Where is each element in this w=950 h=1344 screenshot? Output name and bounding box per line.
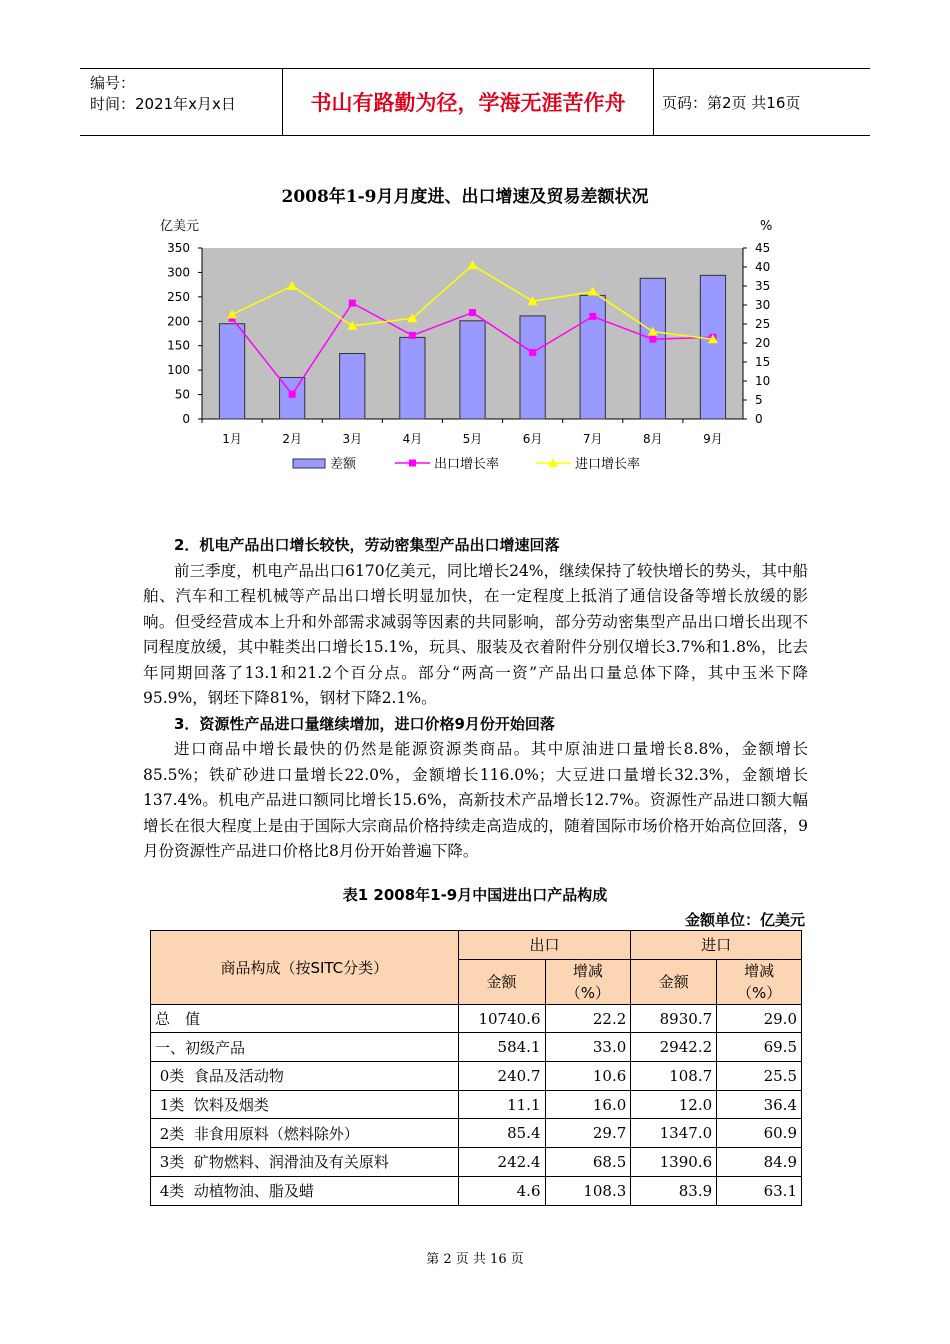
bar-chae <box>460 321 485 419</box>
y-right-tick-label: 25 <box>755 317 771 331</box>
import-amount: 83.9 <box>631 1176 717 1205</box>
export-change: 16.0 <box>545 1090 631 1119</box>
x-tick-label: 8月 <box>643 432 663 446</box>
import-change: 69.5 <box>717 1033 802 1062</box>
y-left-tick-label: 350 <box>167 241 190 255</box>
header-page-label: 页码：第2页 共16页 <box>662 93 801 112</box>
table-unit: 金额单位：亿美元 <box>684 911 805 929</box>
y-right-tick-label: 30 <box>755 298 771 312</box>
import-change: 29.0 <box>717 1004 802 1033</box>
chart-title: 2008年1-9月月度进、出口增速及贸易差额状况 <box>281 187 649 207</box>
row-name: 3类 矿物燃料、润滑油及有关原料 <box>151 1148 459 1177</box>
import-amount: 2942.2 <box>631 1033 717 1062</box>
export-amount: 11.1 <box>458 1090 545 1119</box>
bar-chae <box>219 324 244 419</box>
export-header: 出口 <box>458 931 631 960</box>
import-amount: 1347.0 <box>631 1119 717 1148</box>
y-right-tick-label: 35 <box>755 279 771 293</box>
export-change: 33.0 <box>545 1033 631 1062</box>
legend-label: 进口增长率 <box>575 457 641 472</box>
page-footer: 第 2 页 共 16 页 <box>426 1252 524 1267</box>
y-right-tick-label: 0 <box>755 412 763 426</box>
import-header: 进口 <box>631 931 802 960</box>
x-tick-label: 2月 <box>282 432 302 446</box>
legend-label: 差额 <box>330 457 357 472</box>
legend-swatch-bar <box>293 459 325 468</box>
col-group-header: 商品构成（按SITC分类） <box>151 931 459 1005</box>
section-2-heading: 2．机电产品出口增长较快，劳动密集型产品出口增速回落 <box>174 536 560 554</box>
export-amount: 4.6 <box>458 1176 545 1205</box>
section-3-paragraph: 进口商品中增长最快的仍然是能源资源类商品。其中原油进口量增长8.8%，金额增长85.5%；铁矿砂进口量增长22.0%，金额增长116.0%；大豆进口量增长32.3%，金额增长137.4%。机电产品进口额同比增长15.6%，高新技术产品增长12.7%。资源性产品进口额大幅增长在很大程度上是由于国际大宗商品价格持续走高造成的，随着国际市场价格开始高位回落，9月份资源性产品进口价格比8月份开始普遍下降。 <box>143 740 808 860</box>
section-3-heading: 3．资源性产品进口量继续增加，进口价格9月份开始回落 <box>174 714 555 733</box>
y-right-tick-label: 20 <box>755 336 771 350</box>
bar-chae <box>340 354 365 419</box>
export-growth-point <box>649 336 656 343</box>
y-right-tick-label: 40 <box>755 260 771 274</box>
number-label: 编号： <box>90 74 136 92</box>
export-amount: 240.7 <box>458 1062 545 1091</box>
y-right-tick-label: 45 <box>755 241 771 255</box>
export-growth-point <box>289 391 296 398</box>
table-row <box>151 1033 802 1062</box>
y-left-tick-label: 0 <box>182 412 190 426</box>
import-change: 63.1 <box>717 1176 802 1205</box>
export-amount: 584.1 <box>458 1033 545 1062</box>
bar-chae <box>640 278 665 419</box>
legend-marker-export <box>409 460 416 467</box>
export-amount: 242.4 <box>458 1148 545 1177</box>
import-amount: 108.7 <box>631 1062 717 1091</box>
export-growth-point <box>589 313 596 320</box>
import-change-header <box>717 959 802 1004</box>
y-left-tick-label: 150 <box>167 338 190 353</box>
y-left-tick-label: 250 <box>167 289 190 304</box>
export-growth-point <box>469 309 476 316</box>
y-left-tick-label: 50 <box>174 387 190 402</box>
import-change: 60.9 <box>717 1119 802 1148</box>
export-change: 29.7 <box>545 1119 631 1148</box>
chart-ylabel-left: 亿美元 <box>160 219 200 234</box>
export-growth-point <box>349 300 356 307</box>
export-growth-point <box>409 332 416 339</box>
row-name: 0类 食品及活动物 <box>151 1062 459 1091</box>
x-tick-label: 5月 <box>462 432 483 446</box>
y-right-tick-label: 15 <box>755 355 771 369</box>
change-label-line2: （%） <box>565 983 611 1002</box>
table-row <box>151 1148 802 1177</box>
product-table <box>150 930 802 1206</box>
section-2-paragraph: 前三季度，机电产品出口6170亿美元，同比增长24%，继续保持了较快增长的势头，其中船舶、汽车和工程机械等产品出口增长明显加快，在一定程度上抵消了通信设备等增长放缓的影响。但受经营成本上升和外部需求减弱等因素的共同影响，部分劳动密集型产品出口增长出现不同程度放缓，其中鞋类出口增长15.1%，玩具、服装及衣着附件分别仅增长3.7%和1.8%，比去年同期回落了13.1和21.2个百分点。部分“两高一资”产品出口量总体下降，其中玉米下降95.9%，钢坯下降81%，钢材下降2.1%。 <box>143 561 808 707</box>
section-body <box>143 533 808 865</box>
table-row <box>151 1119 802 1148</box>
export-amount: 85.4 <box>458 1119 545 1148</box>
table-row <box>151 1062 802 1091</box>
import-change: 25.5 <box>717 1062 802 1091</box>
table-row <box>151 1090 802 1119</box>
change-label-line1: 增减 <box>572 961 603 980</box>
header-slogan: 书山有路勤为径，学海无涯苦作舟 <box>282 69 654 135</box>
y-right-tick-label: 10 <box>755 374 771 388</box>
x-tick-label: 6月 <box>522 432 543 446</box>
export-change: 10.6 <box>545 1062 631 1091</box>
time-label: 时间：2021年x月x日 <box>90 95 236 113</box>
row-name: 4类 动植物油、脂及蜡 <box>151 1176 459 1205</box>
import-change: 84.9 <box>717 1148 802 1177</box>
row-name: 一、初级产品 <box>151 1033 459 1062</box>
table-row <box>151 1176 802 1205</box>
y-right-tick-label: 5 <box>755 393 763 407</box>
header-meta <box>80 69 282 135</box>
chart-ylabel-right: % <box>760 219 773 234</box>
import-change: 36.4 <box>717 1090 802 1119</box>
export-growth-point <box>529 349 536 356</box>
bar-chae <box>700 275 725 419</box>
row-name: 2类 非食用原料（燃料除外） <box>151 1119 459 1148</box>
export-amount: 10740.6 <box>458 1004 545 1033</box>
x-tick-label: 4月 <box>402 432 423 446</box>
x-tick-label: 3月 <box>342 432 363 446</box>
x-tick-label: 1月 <box>222 432 242 446</box>
change-label-line1: 增减 <box>744 961 775 980</box>
import-amount: 12.0 <box>631 1090 717 1119</box>
page-header <box>80 68 870 136</box>
export-change-header <box>545 959 631 1004</box>
legend-label: 出口增长率 <box>434 457 500 472</box>
import-amount: 8930.7 <box>631 1004 717 1033</box>
bar-chae <box>520 316 545 419</box>
y-left-tick-label: 100 <box>167 363 190 378</box>
table-caption: 表1 2008年1-9月中国进出口产品构成 <box>342 886 608 904</box>
export-change: 68.5 <box>545 1148 631 1177</box>
export-change: 22.2 <box>545 1004 631 1033</box>
y-left-tick-label: 200 <box>167 314 190 329</box>
trade-chart <box>150 170 800 490</box>
x-tick-label: 7月 <box>582 432 603 446</box>
bar-chae <box>400 337 425 419</box>
x-tick-label: 9月 <box>703 432 723 446</box>
import-amount-header: 金额 <box>631 959 717 1004</box>
y-left-tick-label: 300 <box>167 265 190 280</box>
export-change: 108.3 <box>545 1176 631 1205</box>
change-label-line2: （%） <box>736 983 782 1002</box>
row-name: 1类 饮料及烟类 <box>151 1090 459 1119</box>
table-row <box>151 1004 802 1033</box>
import-amount: 1390.6 <box>631 1148 717 1177</box>
export-amount-header: 金额 <box>458 959 545 1004</box>
row-name: 总 值 <box>151 1004 459 1033</box>
